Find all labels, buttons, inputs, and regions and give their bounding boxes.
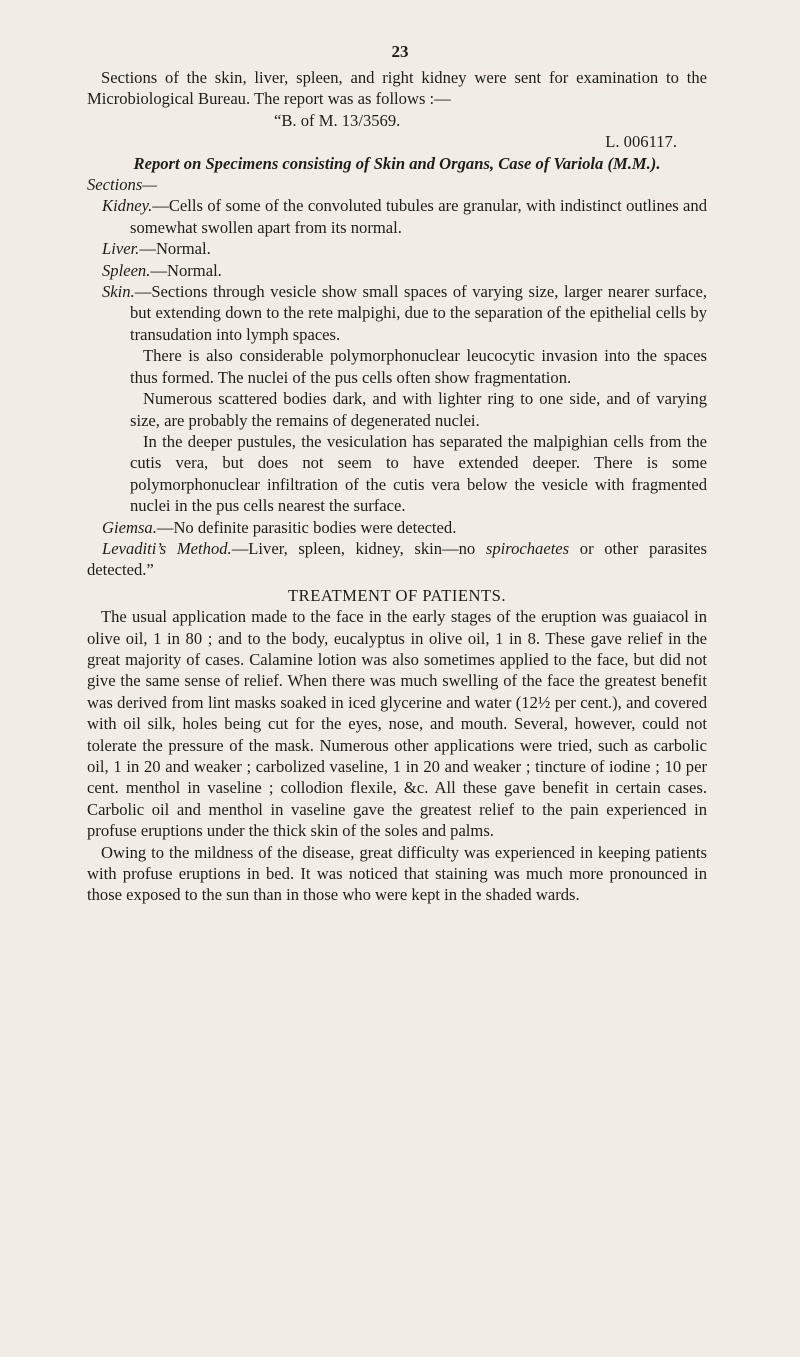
treatment-paragraph-1: The usual application made to the face in the early stages of the eruption was guaiacol in olive oil, 1 in 80 ; and to the body, eucalyptus in olive oil, 1 in 8. These gave relief in the great majority of cases. Calamine lotion was also sometimes applied to the face, but did not give the same sense of relief. When there was much swelling of the face the greatest benefit was derived from lint masks soaked in iced glycerine and water (12½ per cent.), and covered with oil silk, holes being cut for the eyes, nose, and mouth. Several, however, could not tolerate the pressure of the mask. Numerous other applications were tried, such as carbolic oil, 1 in 20 and weaker ; carbolized vaseline, 1 in 20 and weaker ; tincture of iodine ; 10 per cent. menthol in vaseline ; collodion flexile, &c. All these gave benefit in certain cases. Carbolic oil and menthol in vaseline gave the greatest relief to the pain experienced in profuse eruptions under the thick skin of the soles and palms. [87,607,707,841]
spleen-label: Spleen. [102,260,151,280]
skin-text: —Sections through vesicle show small spaces of varying size, larger nearer surface, but extending down to the rete malpighi, due to the separation of the epithelial cells by transudation into lymph spaces. [130,282,707,344]
levaditi-text-before: —Liver, spleen, kidney, skin—no [231,538,486,558]
kidney-entry [102,195,707,238]
skin-label: Skin. [102,282,135,302]
skin-paragraph-4: In the deeper pustules, the vesiculation has separated the malpighian cells from the cutis vera, but does not seem to have extended deeper. There is some polymorphonuclear infiltration of the cutis vera below the vesicle with fragmented nuclei in the pus cells nearest the surface. [130,431,707,516]
report-title: Report on Specimens consisting of Skin and Organs, Case of Variola (M.M.). [133,153,661,173]
liver-text: —Normal. [139,239,211,259]
levaditi-italic-word: spirochaetes [485,538,570,558]
lab-code: L. 006117. [605,132,677,152]
page-number: 23 [391,42,409,61]
levaditi-entry [87,538,707,581]
sections-list [102,195,707,538]
levaditi-text-after: or other parasites detected.” [87,538,708,580]
giemsa-label: Giemsa. [102,517,157,537]
kidney-text: —Cells of some of the convoluted tubules are granular, with indistinct outlines and somewhat swollen apart from its normal. [130,196,707,237]
report-reference: “B. of M. 13/3569. [274,110,401,130]
giemsa-text: —No definite parasitic bodies were detected. [156,517,457,537]
page-content [87,67,707,906]
kidney-label: Kidney. [102,196,153,216]
levaditi-label: Levaditi’s Method. [102,538,232,558]
treatment-paragraph-2: Owing to the mildness of the disease, great difficulty was experienced in keeping patients with profuse eruptions in bed. It was noticed that staining was much more pronounced in those exposed to the sun than in those who were kept in the shaded wards. [87,842,707,905]
treatment-heading: TREATMENT OF PATIENTS. [288,585,506,605]
liver-entry [102,238,707,259]
intro-paragraph: Sections of the skin, liver, spleen, and right kidney were sent for examination to the Microbiological Bureau. The report was as follows :— [87,68,707,109]
skin-paragraph-3: Numerous scattered bodies dark, and with lighter ring to one side, and of varying size, are probably the remains of degenerated nuclei. [130,389,707,430]
sections-heading: Sections— [87,175,158,195]
skin-paragraph-2: There is also considerable polymorphonuclear leucocytic invasion into the spaces thus formed. The nuclei of the pus cells often show fragmentation. [130,346,707,387]
liver-label: Liver. [102,239,140,259]
giemsa-entry [102,517,707,538]
skin-entry [102,281,707,345]
spleen-text: —Normal. [150,260,222,280]
spleen-entry [102,260,707,281]
